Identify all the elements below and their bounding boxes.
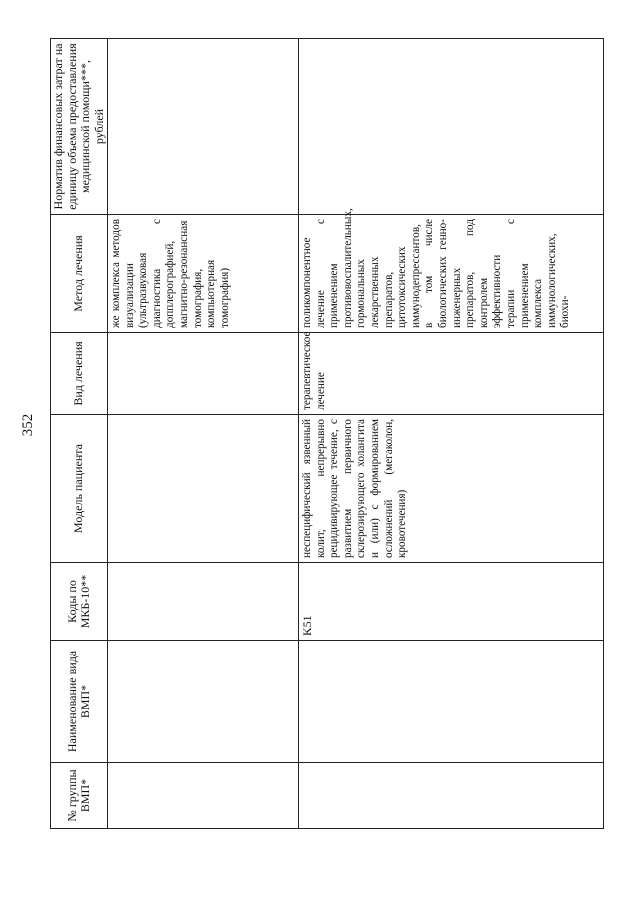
- page-number-container: [8, 405, 48, 445]
- header-kind: Вид лечения: [51, 333, 108, 415]
- cell-model: [108, 415, 299, 563]
- table-row: [108, 39, 299, 829]
- cell-norm: [108, 39, 299, 215]
- header-method: Метод лечения: [51, 215, 108, 333]
- cell-method: поликомпонентное лечение с применением противовоспалительных, гормональных лекарственных препаратов, цитотоксических иммунодепрессантов, в том числе биологических генно-инженерных препаратов, под контролем эффективности терапии с применением комплекса иммунологических, биохи-: [299, 215, 604, 333]
- cell-norm: [299, 39, 604, 215]
- rotated-table-container: [50, 39, 598, 829]
- header-row: [51, 39, 108, 829]
- header-codes: Коды по МКБ-10**: [51, 563, 108, 641]
- vmp-table: [50, 38, 604, 829]
- cell-kind: терапевтическое лечение: [299, 333, 604, 415]
- cell-name: [108, 641, 299, 763]
- cell-method: же комплекса методов визуализации (ультразвуковая диагностика с допплерографией, магнитно-резонансная томография, компьютерная томография): [108, 215, 299, 333]
- cell-group: [299, 763, 604, 829]
- header-name: Наименование вида ВМП*: [51, 641, 108, 763]
- cell-codes: K51: [299, 563, 604, 641]
- header-norm: Норматив финансовых затрат на единицу объема предоставления медицинской помощи***, рублей: [51, 39, 108, 215]
- cell-codes: [108, 563, 299, 641]
- cell-group: [108, 763, 299, 829]
- header-model: Модель пациента: [51, 415, 108, 563]
- page-number: 352: [20, 413, 36, 437]
- cell-kind: [108, 333, 299, 415]
- cell-model: неспецифический язвенный колит, непрерывно рецидивирующее течение, с развитием первичного склерозирующего холангита и (или) с формированием осложнений (мегаколон, кровотечения): [299, 415, 604, 563]
- table-row: [299, 39, 604, 829]
- cell-name: [299, 641, 604, 763]
- header-group: № группы ВМП*: [51, 763, 108, 829]
